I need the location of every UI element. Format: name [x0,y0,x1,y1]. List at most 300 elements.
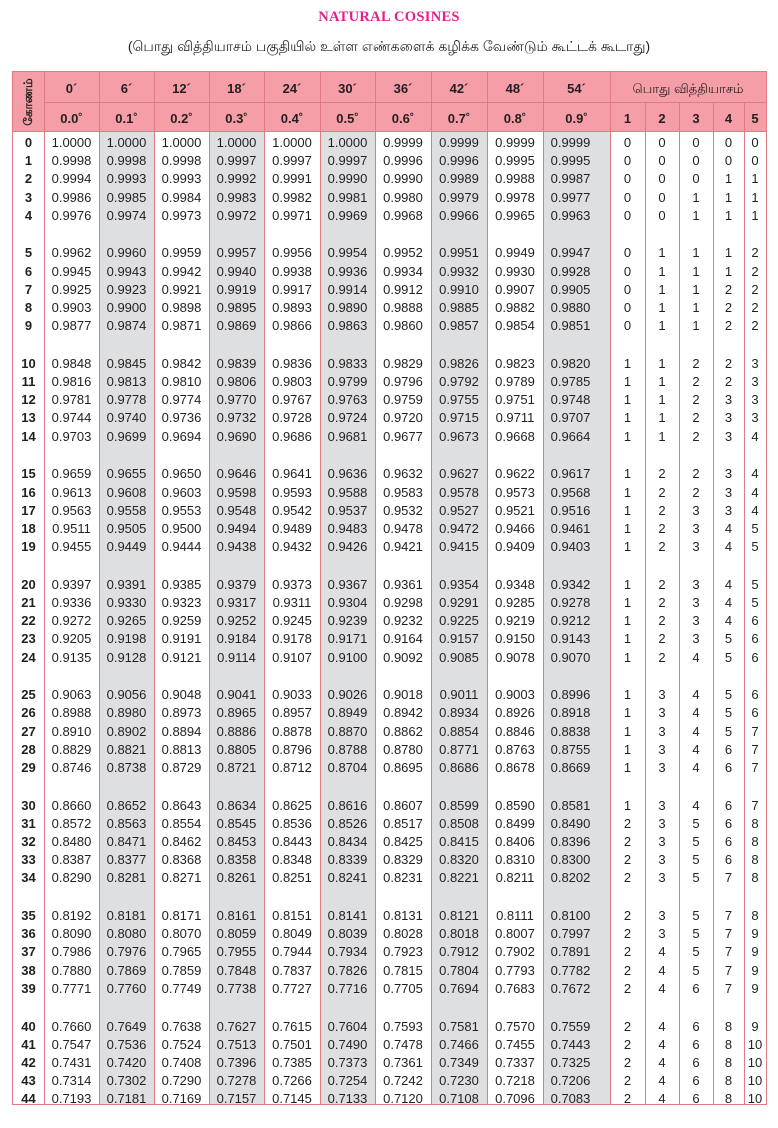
value-cell: 0.8348 [272,852,312,868]
value-cell: 0.9143 [550,631,591,647]
value-cell: 0.8854 [439,723,479,739]
mean-difference-cell: 1 [692,189,700,205]
value-cell: 0.9603 [161,484,202,500]
table-row [13,152,766,170]
value-cell: 0.7559 [550,1018,591,1034]
value-cell: 0.7349 [439,1054,479,1070]
value-cell: 0.9330 [106,594,147,610]
mean-difference-cell: 9 [751,980,759,996]
mean-difference-cell: 6 [724,815,733,831]
mean-difference-col-header: 4 [724,111,733,126]
mean-difference-cell: 2 [623,815,632,831]
value-cell: 0.8712 [272,759,312,775]
value-cell: 0.9291 [439,594,479,610]
table-row [13,1036,766,1054]
value-cell: 0.8028 [383,926,423,942]
degree-cell: 44 [21,1091,36,1107]
value-cell: 0.9987 [550,171,591,187]
header-divider [610,102,766,103]
mean-difference-cell: 1 [623,649,632,665]
mean-difference-cell: 4 [724,520,733,536]
value-cell: 0.9903 [51,300,92,315]
mean-difference-cell: 0 [623,171,632,187]
value-cell: 0.9627 [439,466,479,482]
mean-difference-cell: 7 [724,870,733,886]
value-cell: 0.7325 [550,1054,591,1070]
value-cell: 0.9100 [327,649,368,665]
table-row [13,520,766,538]
value-cell: 0.8616 [327,797,368,813]
value-cell: 0.9936 [327,263,368,279]
value-cell: 0.9976 [51,207,92,223]
value-cell: 0.9011 [439,687,479,703]
value-cell: 0.8763 [495,741,535,757]
value-cell: 0.8471 [106,834,147,849]
value-cell: 0.8738 [106,759,147,775]
value-cell: 0.9983 [216,189,257,205]
value-cell: 0.8211 [495,870,535,886]
mean-difference-cell: 0 [658,135,666,150]
value-cell: 0.7193 [51,1091,92,1107]
mean-difference-cell: 4 [658,1018,666,1034]
value-cell: 0.9985 [106,189,147,205]
value-cell: 0.9990 [327,171,368,187]
value-cell: 0.9391 [106,576,147,592]
mean-difference-cell: 0 [751,153,759,169]
mean-difference-cell: 10 [747,1036,763,1052]
row-group [13,465,766,556]
mean-difference-cell: 5 [724,687,733,703]
value-cell: 0.9947 [550,245,591,261]
value-cell: 0.7804 [439,962,479,978]
degree-cell: 35 [21,908,36,924]
value-cell: 0.9107 [272,649,312,665]
value-cell: 0.9785 [550,374,591,390]
mean-difference-cell: 4 [658,1054,666,1070]
decimal-header: 0.8˚ [503,111,527,126]
value-cell: 0.9367 [327,576,368,592]
value-cell: 0.9845 [106,355,147,371]
mean-difference-cell: 2 [658,594,666,610]
mean-difference-cell: 5 [692,926,700,942]
mean-difference-cell: 2 [623,980,632,996]
mean-difference-cell: 5 [692,962,700,978]
value-cell: 0.7869 [106,962,147,978]
value-cell: 0.9711 [495,410,535,426]
mean-difference-cell: 0 [692,153,700,169]
degree-cell: 33 [21,852,36,868]
value-cell: 0.8926 [495,705,535,721]
mean-difference-cell: 2 [658,576,666,592]
mean-difference-cell: 5 [692,815,700,831]
mean-difference-cell: 6 [724,834,733,849]
value-cell: 0.9960 [106,245,147,261]
mean-difference-cell: 4 [692,797,700,813]
mean-difference-cell: 2 [692,374,700,390]
mean-difference-cell: 0 [623,189,632,205]
degree-cell: 40 [21,1018,36,1034]
value-cell: 0.8934 [439,705,479,721]
mean-difference-cell: 8 [751,852,759,868]
value-cell: 0.9553 [161,502,202,518]
value-cell: 0.9992 [216,171,257,187]
mean-difference-cell: 2 [623,870,632,886]
value-cell: 0.8788 [327,741,368,757]
value-cell: 0.9736 [161,410,202,426]
value-cell: 0.9959 [161,245,202,261]
value-cell: 0.9415 [439,539,479,555]
mean-difference-cell: 6 [724,797,733,813]
value-cell: 0.9056 [106,687,147,703]
mean-difference-cell: 2 [724,281,733,297]
mean-difference-cell: 5 [724,705,733,721]
mean-difference-cell: 4 [724,613,733,629]
table-row [13,723,766,741]
value-cell: 0.7524 [161,1036,202,1052]
mean-difference-cell: 1 [751,207,759,223]
mean-difference-cell: 3 [658,759,666,775]
value-cell: 0.9895 [216,300,257,315]
value-cell: 0.8678 [495,759,535,775]
mean-difference-cell: 0 [623,135,632,150]
value-cell: 0.7096 [495,1091,535,1107]
mean-difference-cell: 3 [692,520,700,536]
value-cell: 0.9178 [272,631,312,647]
value-cell: 0.9928 [550,263,591,279]
value-cell: 0.9636 [327,466,368,482]
degree-cell: 42 [21,1054,36,1070]
value-cell: 0.8192 [51,908,92,924]
value-cell: 0.8973 [161,705,202,721]
mean-difference-cell: 3 [751,410,759,426]
mean-difference-cell: 0 [724,135,733,150]
mean-difference-cell: 1 [692,245,700,261]
mean-difference-cell: 3 [692,631,700,647]
value-cell: 0.9977 [550,189,591,205]
mean-difference-cell: 8 [724,1018,733,1034]
table-row [13,502,766,520]
degree-cell: 25 [21,687,36,703]
value-cell: 0.8980 [106,705,147,721]
value-cell: 0.9917 [272,281,312,297]
value-cell: 0.8942 [383,705,423,721]
value-cell: 0.7490 [327,1036,368,1052]
degree-cell: 4 [24,207,33,223]
value-cell: 0.7694 [439,980,479,996]
value-cell: 0.9816 [51,374,92,390]
table-row [13,244,766,262]
mean-difference-cell: 3 [692,594,700,610]
page-subtitle: (பொது வித்தியாசம் பகுதியில் உள்ள எண்களைக் கழிக்க வேண்டும் கூட்டக் கூடாது) [127,38,651,54]
mean-difference-cell: 1 [658,410,666,426]
value-cell: 0.8090 [51,926,92,942]
value-cell: 0.9912 [383,281,423,297]
value-cell: 0.9668 [495,428,535,444]
mean-difference-cell: 1 [658,428,666,444]
value-cell: 1.0000 [216,135,257,150]
mean-difference-cell: 1 [623,539,632,555]
degree-cell: 0 [24,135,33,150]
degree-cell: 28 [21,741,36,757]
mean-difference-cell: 3 [724,410,733,426]
value-cell: 0.7314 [51,1073,92,1089]
value-cell: 0.8554 [161,815,202,831]
mean-difference-cell: 8 [724,1073,733,1089]
value-cell: 0.9829 [383,355,423,371]
row-group [13,244,766,335]
value-cell: 0.7859 [161,962,202,978]
degree-cell: 18 [21,520,36,536]
value-cell: 0.8387 [51,852,92,868]
value-cell: 0.9171 [327,631,368,647]
value-cell: 0.9951 [439,245,479,261]
value-cell: 0.9748 [550,392,591,408]
minute-header: 12´ [172,81,191,96]
mean-difference-cell: 5 [751,539,759,555]
degree-cell: 1 [24,153,33,169]
value-cell: 0.9521 [495,502,535,518]
mean-difference-cell: 1 [623,410,632,426]
value-cell: 0.8007 [495,926,535,942]
value-cell: 0.9646 [216,466,257,482]
mean-difference-cell: 4 [724,539,733,555]
mean-difference-cell: 3 [658,926,666,942]
value-cell: 0.7934 [327,944,368,960]
value-cell: 0.9774 [161,392,202,408]
decimal-header: 0.3˚ [225,111,248,126]
value-cell: 0.9304 [327,594,368,610]
mean-difference-cell: 0 [623,153,632,169]
mean-difference-cell: 3 [658,870,666,886]
mean-difference-cell: 4 [658,980,666,996]
mean-difference-cell: 1 [724,189,733,205]
value-cell: 0.8396 [550,834,591,849]
value-cell: 0.9919 [216,281,257,297]
mean-difference-cell: 10 [747,1091,763,1107]
value-cell: 0.9527 [439,502,479,518]
value-cell: 0.7133 [327,1091,368,1107]
value-cell: 0.8996 [550,687,591,703]
mean-difference-cell: 2 [623,1018,632,1034]
value-cell: 0.9991 [272,171,312,187]
mean-difference-cell: 2 [623,834,632,849]
value-cell: 0.8329 [383,852,423,868]
mean-difference-cell: 2 [623,852,632,868]
mean-difference-cell: 0 [623,300,632,315]
value-cell: 0.9632 [383,466,423,482]
value-cell: 0.7660 [51,1018,92,1034]
value-cell: 0.8320 [439,852,479,868]
mean-difference-cell: 1 [658,355,666,371]
value-cell: 0.8643 [161,797,202,813]
value-cell: 0.9278 [550,594,591,610]
mean-difference-cell: 6 [692,1054,700,1070]
value-cell: 0.9673 [439,428,479,444]
mean-difference-cell: 9 [751,962,759,978]
mean-difference-cell: 4 [692,759,700,775]
value-cell: 0.7782 [550,962,591,978]
mean-difference-cell: 1 [692,300,700,315]
mean-difference-cell: 2 [751,318,759,334]
mean-difference-cell: 2 [751,263,759,279]
degree-cell: 8 [24,300,33,315]
value-cell: 0.8490 [550,815,591,831]
value-cell: 0.9836 [272,355,312,371]
value-cell: 0.9930 [495,263,535,279]
value-cell: 0.8704 [327,759,368,775]
value-cell: 0.7997 [550,926,591,942]
mean-difference-cell: 2 [692,392,700,408]
value-cell: 0.7466 [439,1036,479,1052]
mean-difference-cell: 7 [751,741,759,757]
mean-difference-cell: 3 [658,705,666,721]
value-cell: 0.9900 [106,300,147,315]
value-cell: 0.9956 [272,245,312,261]
value-cell: 0.9537 [327,502,368,518]
value-cell: 0.7793 [495,962,535,978]
value-cell: 0.7513 [216,1036,257,1052]
degree-cell: 38 [21,962,36,978]
mean-difference-header: பொது வித்தியாசம் [632,81,744,96]
value-cell: 0.7738 [216,980,257,996]
value-cell: 0.7501 [272,1036,312,1052]
mean-difference-cell: 6 [724,759,733,775]
degree-cell: 21 [21,594,36,610]
mean-difference-cell: 2 [623,1054,632,1070]
degree-cell: 43 [21,1073,36,1089]
value-cell: 0.9974 [106,207,147,223]
mean-difference-cell: 4 [692,649,700,665]
degree-cell: 9 [24,318,33,334]
value-cell: 0.9650 [161,466,202,482]
value-cell: 0.8202 [550,870,591,886]
value-cell: 0.7848 [216,962,257,978]
cosine-table [12,71,767,1105]
value-cell: 0.9489 [272,520,312,536]
mean-difference-cell: 4 [658,944,666,960]
value-cell: 0.7891 [550,944,591,960]
table-row [13,851,766,869]
table-row [13,355,766,373]
value-cell: 0.9232 [383,613,423,629]
value-cell: 0.8572 [51,815,92,831]
mean-difference-cell: 0 [658,189,666,205]
value-cell: 0.8161 [216,908,257,924]
value-cell: 0.9135 [51,649,92,665]
value-cell: 0.9860 [383,318,423,334]
value-cell: 0.9789 [495,374,535,390]
mean-difference-cell: 4 [692,705,700,721]
page-title: NATURAL COSINES [318,9,460,25]
value-cell: 0.9699 [106,428,147,444]
mean-difference-cell: 6 [692,980,700,996]
value-cell: 0.9252 [216,613,257,629]
mean-difference-cell: 9 [751,944,759,960]
value-cell: 0.9778 [106,392,147,408]
value-cell: 0.9568 [550,484,591,500]
value-cell: 0.9694 [161,428,202,444]
mean-difference-cell: 1 [623,705,632,721]
table-row [13,1072,766,1090]
mean-difference-cell: 0 [623,245,632,261]
mean-difference-cell: 1 [623,484,632,500]
value-cell: 0.9686 [272,428,312,444]
value-cell: 0.9839 [216,355,257,371]
value-cell: 0.8339 [327,852,368,868]
value-cell: 0.8821 [106,741,147,757]
value-cell: 0.8131 [383,908,423,924]
value-cell: 0.9003 [495,687,535,703]
value-cell: 0.8846 [495,723,535,739]
mean-difference-cell: 1 [658,245,666,261]
value-cell: 0.9984 [161,189,202,205]
degree-cell: 37 [21,944,36,960]
mean-difference-cell: 2 [692,484,700,500]
value-cell: 0.8988 [51,705,92,721]
value-cell: 0.8838 [550,723,591,739]
decimal-header: 0.1˚ [115,111,138,126]
value-cell: 0.8894 [161,723,202,739]
value-cell: 0.9813 [106,374,147,390]
mean-difference-cell: 2 [724,318,733,334]
value-cell: 0.7944 [272,944,312,960]
mean-difference-cell: 1 [658,263,666,279]
value-cell: 0.8049 [272,926,312,942]
value-cell: 1.0000 [327,135,368,150]
degree-cell: 13 [21,410,36,426]
table-row [13,484,766,502]
mean-difference-cell: 2 [623,1073,632,1089]
row-group [13,1018,766,1109]
value-cell: 0.8141 [327,908,368,924]
degree-cell: 3 [24,189,33,205]
value-cell: 0.9558 [106,502,147,518]
minute-header: 36´ [393,81,413,96]
value-cell: 0.9342 [550,576,591,592]
mean-difference-cell: 5 [724,723,733,739]
mean-difference-cell: 2 [623,926,632,942]
minute-header: 24´ [282,81,302,96]
value-cell: 0.9954 [327,245,368,261]
mean-difference-cell: 2 [692,428,700,444]
value-cell: 0.9973 [161,207,202,223]
value-cell: 0.9720 [383,410,423,426]
value-cell: 0.7290 [161,1073,202,1089]
value-cell: 0.9803 [272,374,312,390]
mean-difference-cell: 3 [724,502,733,518]
value-cell: 0.9971 [272,207,312,223]
value-cell: 0.9478 [383,520,423,536]
table-row [13,263,766,281]
mean-difference-cell: 2 [623,962,632,978]
mean-difference-cell: 2 [658,631,666,647]
value-cell: 0.8660 [51,797,92,813]
value-cell: 0.8746 [51,759,92,775]
value-cell: 0.8241 [327,870,368,886]
value-cell: 0.9063 [51,687,92,703]
table-row [13,833,766,851]
value-cell: 0.9598 [216,484,257,500]
value-cell: 0.9114 [217,649,256,665]
mean-difference-cell: 0 [658,153,666,169]
value-cell: 0.8813 [161,741,202,757]
value-cell: 0.9882 [495,300,535,315]
mean-difference-cell: 2 [623,944,632,960]
mean-difference-cell: 3 [658,687,666,703]
table-row [13,409,766,427]
value-cell: 0.7716 [327,980,368,996]
value-cell: 0.9890 [327,300,368,315]
